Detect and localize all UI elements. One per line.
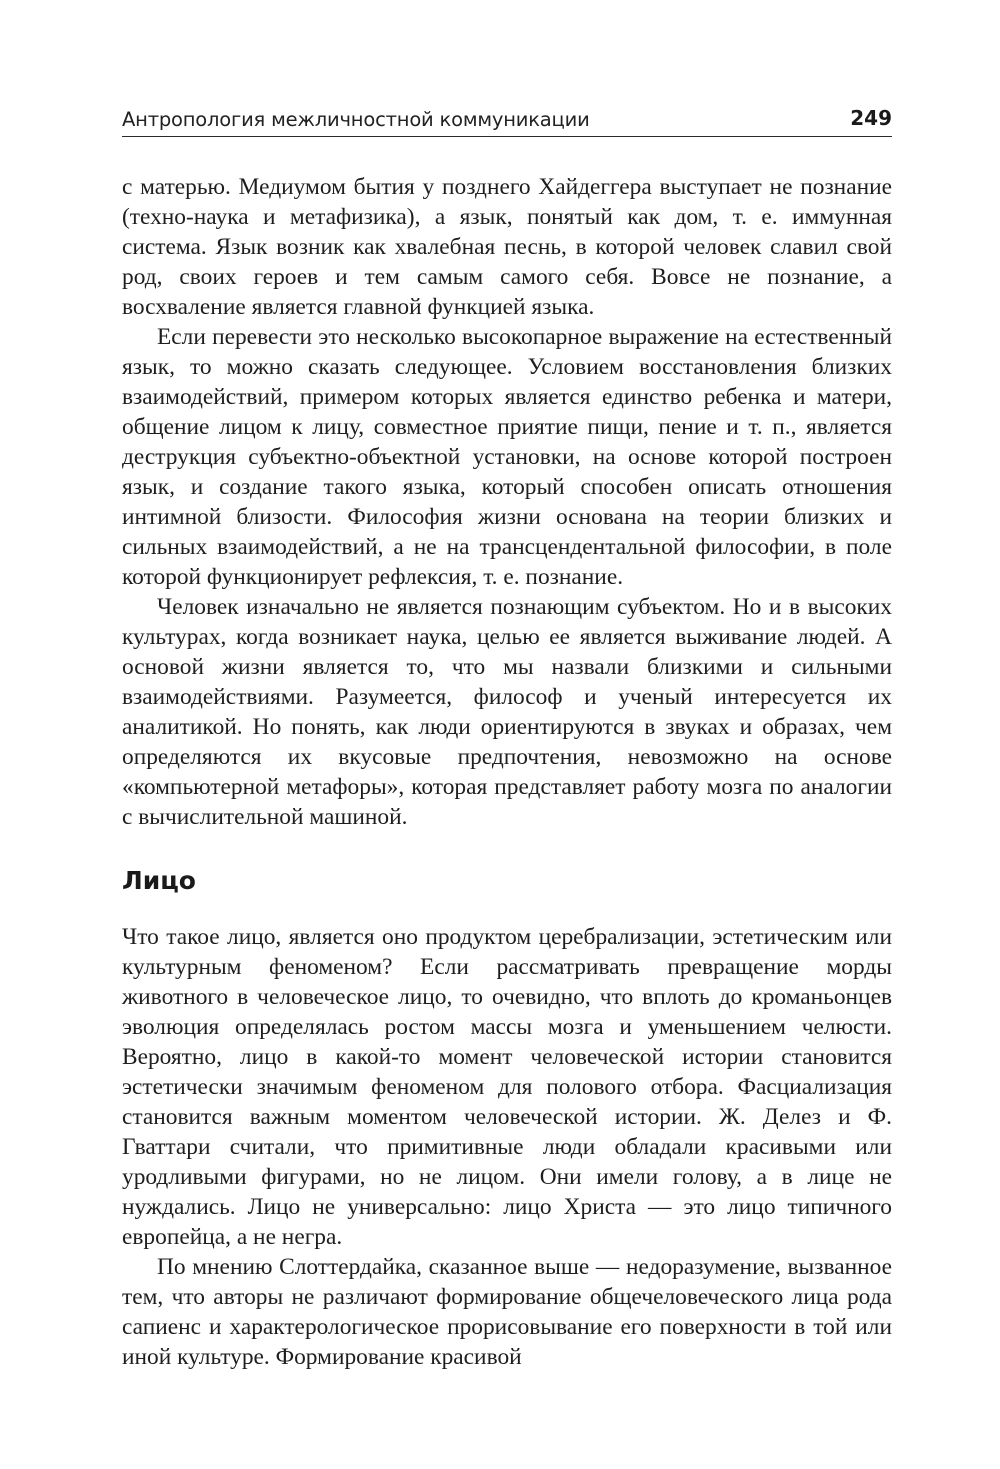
paragraph: Человек изначально не является познающим субъектом. Но и в высоких культурах, когда возникает наука, целью ее является выживание людей. А основой жизни является то, что мы назвали близкими и сильными взаимодействиями. Разумеется, философ и ученый интересуется их аналитикой. Но понять, как люди ориентируются в звуках и образах, чем определяются их вкусовые предпочтения, невозможно на основе «компьютерной метафоры», которая представляет работу мозга по аналогии с вычислительной машиной. bbox=[122, 594, 892, 830]
section-heading: Лицо bbox=[122, 866, 196, 895]
page-number: 249 bbox=[850, 106, 892, 130]
paragraph: с матерью. Медиумом бытия у позднего Хайдеггера выступает не познание (техно-наука и метафизика), а язык, понятый как дом, т. е. иммунная система. Язык возник как хвалебная песнь, в которой человек славил свой род, своих героев и тем самым самого себя. Вовсе не познание, а восхваление является главной функцией языка. bbox=[122, 174, 892, 320]
body-text bbox=[122, 172, 892, 1372]
running-title: Антропология межличностной коммуникации bbox=[122, 108, 590, 131]
page-header bbox=[122, 106, 892, 137]
paragraph: Если перевести это несколько высокопарное выражение на естественный язык, то можно сказать следующее. Условием восстановления близких взаимодействий, примером которых является единство ребенка и матери, общение лицом к лицу, совместное приятие пищи, пение и т. п., является деструкция субъектно-объектной установки, на основе которой построен язык, и создание такого языка, который способен описать отношения интимной близости. Философия жизни основана на теории близких и сильных взаимодействий, а не на трансцендентальной философии, в поле которой функционирует рефлексия, т. е. познание. bbox=[122, 324, 892, 590]
paragraph: Что такое лицо, является оно продуктом церебрализации, эстетическим или культурным феноменом? Если рассматривать превращение морды животного в человеческое лицо, то очевидно, что вплоть до кроманьонцев эволюция определялась ростом массы мозга и уменьшением челюсти. Вероятно, лицо в какой-то момент человеческой истории становится эстетически значимым феноменом для полового отбора. Фасциализация становится важным моментом человеческой истории. Ж. Делез и Ф. Гваттари считали, что примитивные люди обладали красивыми или уродливыми фигурами, но не лицом. Они имели голову, а в лице не нуждались. Лицо не универсально: лицо Христа — это лицо типичного европейца, а не негра. bbox=[122, 924, 892, 1250]
paragraph: По мнению Слоттердайка, сказанное выше — недоразумение, вызванное тем, что авторы не различают формирование общечеловеческого лица рода сапиенс и характерологическое прорисовывание его поверхности в той или иной культуре. Формирование красивой bbox=[122, 1254, 892, 1370]
